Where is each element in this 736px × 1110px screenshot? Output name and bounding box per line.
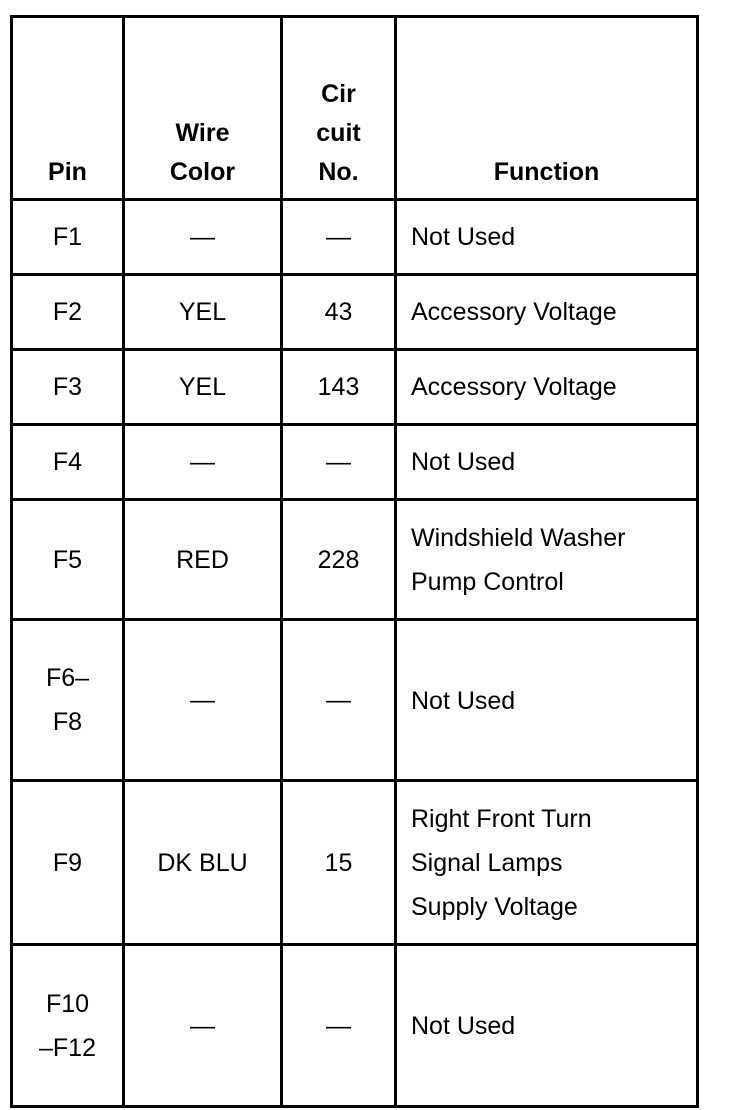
function-cell: Not Used [396,200,698,275]
pin-cell: F3 [12,350,124,425]
circuit-cell: 43 [282,275,396,350]
circuit-cell: 228 [282,500,396,620]
wire-color-cell: — [124,620,282,781]
table-row [12,500,698,620]
wire-color-cell: — [124,945,282,1107]
function-cell: Not Used [396,425,698,500]
connector-pinout-table [10,15,699,1108]
circuit-cell: — [282,945,396,1107]
header-circuit-no: Cir cuit No. [282,17,396,200]
circuit-cell: — [282,620,396,781]
pin-cell: F6– F8 [12,620,124,781]
header-function: Function [396,17,698,200]
circuit-cell: — [282,200,396,275]
function-cell: Windshield Washer Pump Control [396,500,698,620]
wire-color-cell: DK BLU [124,781,282,945]
header-wire-color: Wire Color [124,17,282,200]
table-row [12,425,698,500]
wire-color-cell: — [124,425,282,500]
pin-cell: F4 [12,425,124,500]
circuit-cell: 15 [282,781,396,945]
table-row [12,945,698,1107]
table-row [12,200,698,275]
circuit-cell: 143 [282,350,396,425]
function-cell: Accessory Voltage [396,350,698,425]
pin-cell: F10 –F12 [12,945,124,1107]
pin-cell: F5 [12,500,124,620]
function-cell: Right Front Turn Signal Lamps Supply Voltage [396,781,698,945]
function-cell: Not Used [396,945,698,1107]
pin-cell: F9 [12,781,124,945]
wire-color-cell: — [124,200,282,275]
table-row [12,781,698,945]
circuit-cell: — [282,425,396,500]
header-pin: Pin [12,17,124,200]
table-row [12,620,698,781]
wire-color-cell: YEL [124,350,282,425]
wire-color-cell: RED [124,500,282,620]
function-cell: Not Used [396,620,698,781]
function-cell: Accessory Voltage [396,275,698,350]
wire-color-cell: YEL [124,275,282,350]
pin-cell: F2 [12,275,124,350]
table-row [12,275,698,350]
header-row [12,17,698,200]
pin-cell: F1 [12,200,124,275]
table-row [12,350,698,425]
